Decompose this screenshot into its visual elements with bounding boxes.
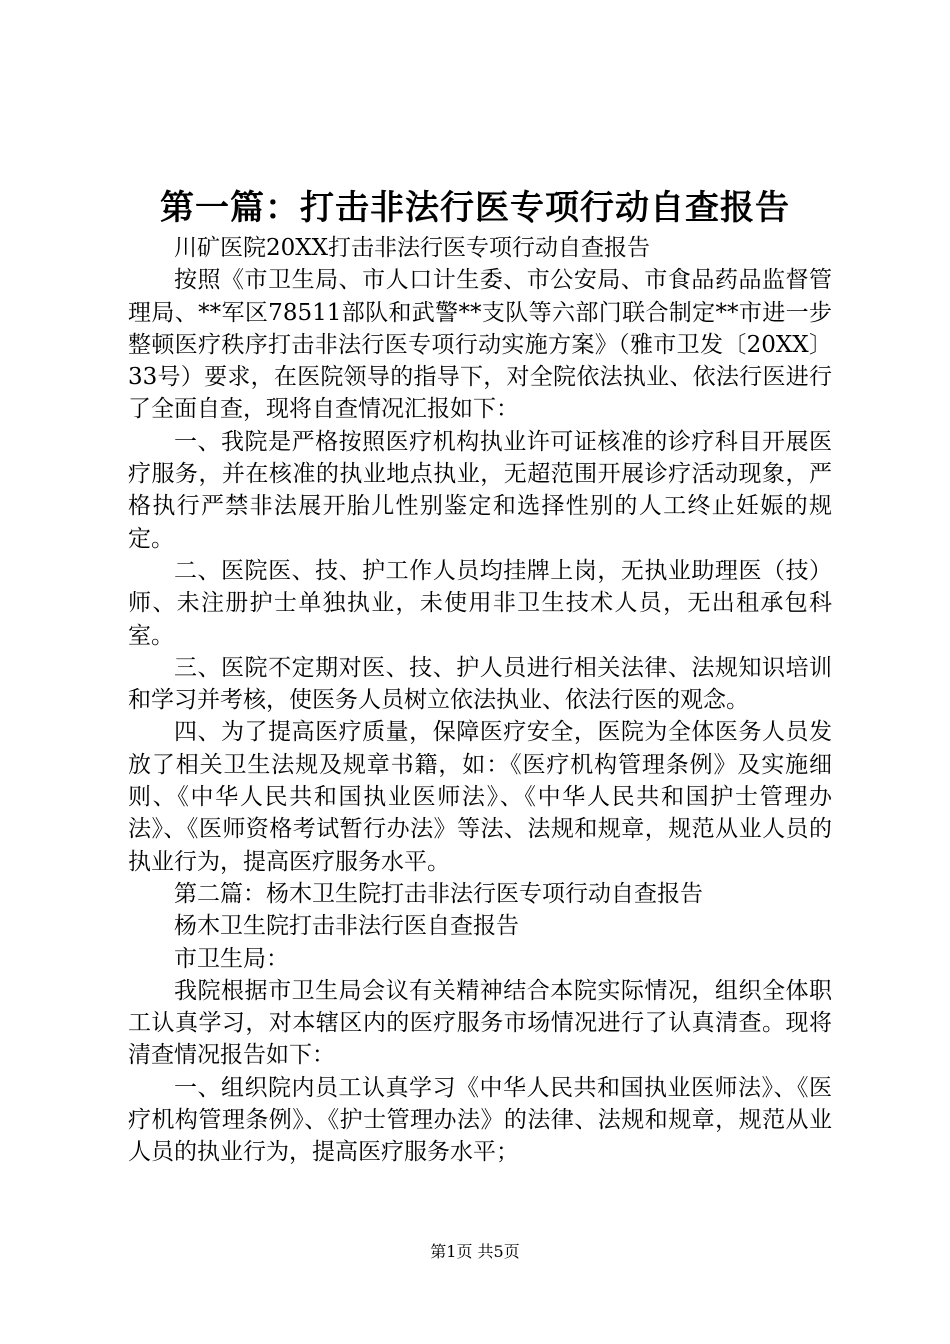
paragraph-item-3: 三、医院不定期对医、技、护人员进行相关法律、法规知识培训和学习并考核，使医务人员树立依法执业、依法行医的观念。 [128,654,832,714]
paragraph-item-2: 二、医院医、技、护工作人员均挂牌上岗，无执业助理医（技）师、未注册护士单独执业，未使用非卫生技术人员，无出租承包科室。 [128,557,832,649]
section-heading-2: 第二篇：杨木卫生院打击非法行医专项行动自查报告 [174,880,703,907]
paragraph-intro-2: 我院根据市卫生局会议有关精神结合本院实际情况，组织全体职工认真学习，对本辖区内的医疗服务市场情况进行了认真清查。现将清查情况报告如下： [128,977,832,1069]
document-title: 第一篇：打击非法行医专项行动自查报告 [160,188,790,228]
page-footer: 第1页 共5页 [430,1242,520,1261]
paragraph-subtitle-2: 杨木卫生院打击非法行医自查报告 [174,913,519,940]
paragraph-intro: 按照《市卫生局、市人口计生委、市公安局、市食品药品监督管理局、**军区78511部队和武警**支队等六部门联合制定**市进一步整顿医疗秩序打击非法行医专项行动实施方案》（雅市卫发〔20XX〕33号）要求，在医院领导的指导下，对全院依法执业、依法行医进行了全面自查，现将自查情况汇报如下： [128,267,832,423]
paragraph-item-2-1: 一、组织院内员工认真学习《中华人民共和国执业医师法》、《医疗机构管理条例》、《护士管理办法》的法律、法规和规章，规范从业人员的执业行为，提高医疗服务水平； [128,1074,832,1166]
paragraph-addressee: 市卫生局： [174,945,289,972]
paragraph-subtitle: 川矿医院20XX打击非法行医专项行动自查报告 [174,235,651,261]
paragraph-item-1: 一、我院是严格按照医疗机构执业许可证核准的诊疗科目开展医疗服务，并在核准的执业地点执业，无超范围开展诊疗活动现象，严格执行严禁非法展开胎儿性别鉴定和选择性别的人工终止妊娠的规定。 [128,428,832,552]
document-body [128,232,832,1169]
paragraph-item-4: 四、为了提高医疗质量，保障医疗安全，医院为全体医务人员发放了相关卫生法规及规章书籍，如：《医疗机构管理条例》及实施细则、《中华人民共和国执业医师法》、《中华人民共和国护士管理办法》、《医师资格考试暂行办法》等法、法规和规章，规范从业人员的执业行为，提高医疗服务水平。 [128,719,832,875]
